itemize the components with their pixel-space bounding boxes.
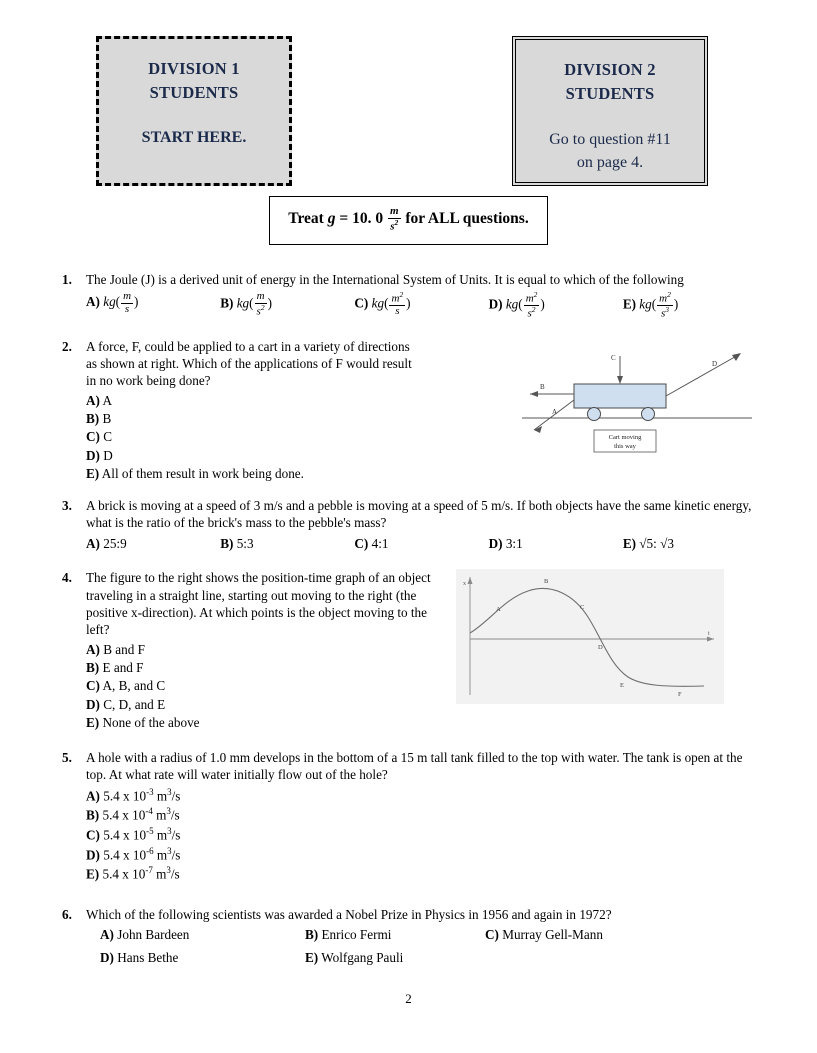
choice-e[interactable]: E) √5: √3 bbox=[622, 535, 674, 551]
question-5-number: 5. bbox=[62, 749, 72, 765]
question-2-stem-line3: in no work being done? bbox=[86, 373, 211, 389]
svg-text:D: D bbox=[712, 359, 718, 368]
choice-c[interactable]: C) Murray Gell-Mann bbox=[485, 927, 603, 943]
gravity-unit-fraction bbox=[388, 206, 401, 233]
choice-c[interactable]: C) C bbox=[86, 429, 113, 445]
question-2-number: 2. bbox=[62, 338, 72, 354]
division-1-title bbox=[99, 57, 289, 105]
division-2-instruction bbox=[516, 128, 704, 174]
cart-diagram-svg bbox=[512, 338, 757, 458]
question-4 bbox=[60, 569, 757, 732]
division-1-title-line1: DIVISION 1 bbox=[148, 59, 240, 78]
question-2-choices bbox=[86, 392, 502, 483]
division-1-box bbox=[96, 36, 292, 186]
svg-text:C: C bbox=[580, 604, 585, 612]
question-1-number: 1. bbox=[62, 271, 72, 287]
gravity-unit-numerator: m bbox=[389, 205, 399, 217]
page-number: 2 bbox=[405, 991, 412, 1006]
question-3-stem: A brick is moving at a speed of 3 m/s and a pebble is moving at a speed of 5 m/s. If both objects have the same kinetic energy, what is the ratio of the brick's mass to the pebble's mass? bbox=[86, 497, 752, 531]
division-1-instruction: START HERE. bbox=[141, 128, 247, 146]
choice-d[interactable]: D) C, D, and E bbox=[86, 696, 166, 712]
gravity-note-prefix: Treat bbox=[288, 209, 324, 227]
gravity-symbol: g bbox=[327, 209, 336, 227]
svg-text:F: F bbox=[678, 691, 682, 699]
choice-d[interactable]: D) 3:1 bbox=[488, 535, 523, 551]
question-6-stem: Which of the following scientists was awarded a Nobel Prize in Physics in 1956 and again in 1972? bbox=[86, 906, 612, 922]
svg-text:this way: this way bbox=[614, 442, 636, 450]
question-4-figure bbox=[456, 569, 724, 732]
question-1 bbox=[60, 271, 757, 321]
division-2-box bbox=[512, 36, 708, 186]
question-3-number: 3. bbox=[62, 497, 72, 513]
question-2-stem bbox=[86, 338, 502, 390]
question-3-choices bbox=[86, 535, 757, 552]
choice-b[interactable]: B) B bbox=[86, 411, 112, 427]
question-3 bbox=[60, 497, 757, 552]
division-2-title-line1: DIVISION 2 bbox=[564, 60, 656, 79]
choice-a[interactable]: A) John Bardeen bbox=[100, 927, 190, 943]
question-5 bbox=[60, 749, 757, 884]
position-time-graph bbox=[456, 569, 724, 704]
choice-e[interactable]: E) None of the above bbox=[86, 714, 200, 730]
choice-b[interactable]: B) 5:3 bbox=[220, 535, 254, 551]
choice-c[interactable]: C) 5.4 x $10^{-5}$ $m^3/s$ bbox=[86, 826, 181, 843]
choice-c[interactable]: C) 4:1 bbox=[354, 535, 389, 551]
question-6-choices-row-1 bbox=[86, 926, 757, 943]
choice-e[interactable]: E) All of them result in work being done. bbox=[86, 465, 304, 481]
choice-a[interactable]: A) A bbox=[86, 392, 113, 408]
question-4-number: 4. bbox=[62, 570, 72, 586]
question-5-choices bbox=[86, 786, 757, 884]
svg-text:E: E bbox=[620, 682, 624, 690]
svg-text:C: C bbox=[611, 353, 616, 362]
choice-a[interactable]: A) B and F bbox=[86, 641, 145, 657]
choice-b[interactable]: B) Enrico Fermi bbox=[305, 927, 392, 943]
svg-text:x: x bbox=[463, 581, 466, 588]
question-2-stem-line2: as shown at right. Which of the applications of F would result bbox=[86, 356, 412, 371]
choice-e[interactable]: E) Wolfgang Pauli bbox=[305, 949, 404, 965]
gravity-unit-denominator: $s^2$ bbox=[390, 217, 399, 233]
choice-d[interactable]: D) kg( $\frac{m^2}{s^2}$ ) bbox=[488, 290, 545, 321]
choice-b[interactable]: B) kg( $\frac{m}{s^2}$ ) bbox=[220, 290, 272, 318]
division-2-title-line2: STUDENTS bbox=[565, 83, 655, 103]
division-1-title-line2: STUDENTS bbox=[149, 82, 239, 102]
division-2-instruction-line1: Go to question #11 bbox=[549, 130, 671, 148]
division-2-instruction-line2: on page 4. bbox=[576, 154, 644, 172]
gravity-note-box bbox=[269, 196, 547, 245]
svg-text:A: A bbox=[552, 407, 558, 416]
choice-a[interactable]: A) kg( $\frac{m}{s}$ ) bbox=[86, 290, 139, 315]
choice-c[interactable]: C) A, B, and C bbox=[86, 678, 166, 694]
svg-text:Cart moving: Cart moving bbox=[608, 433, 642, 441]
choice-d[interactable]: D) D bbox=[86, 447, 113, 463]
choice-d[interactable]: D) Hans Bethe bbox=[100, 949, 179, 965]
question-2-figure bbox=[512, 338, 757, 483]
question-6-choices-row-2 bbox=[86, 949, 757, 966]
cart-diagram bbox=[512, 338, 757, 458]
svg-text:B: B bbox=[540, 382, 545, 391]
division-header-row bbox=[60, 28, 757, 188]
choice-b[interactable]: B) 5.4 x $10^{-4}$ $m^3/s$ bbox=[86, 806, 180, 823]
question-1-stem: The Joule (J) is a derived unit of energy in the International System of Units. It is equal to which of the following bbox=[86, 271, 684, 287]
choice-e[interactable]: E) kg( $\frac{m^2}{s^3}$ ) bbox=[622, 290, 679, 321]
question-5-stem: A hole with a radius of 1.0 mm develops in the bottom of a 15 m tall tank filled to the top with water. The tank is open at the top. At what rate will water initially flow out of the hole? bbox=[86, 749, 743, 783]
svg-text:B: B bbox=[544, 578, 549, 586]
choice-d[interactable]: D) 5.4 x $10^{-6}$ $m^3/s$ bbox=[86, 845, 181, 863]
choice-a[interactable]: A) 25:9 bbox=[86, 535, 127, 551]
svg-text:t: t bbox=[708, 631, 710, 638]
gravity-value: = 10. 0 bbox=[339, 209, 384, 227]
question-4-stem: The figure to the right shows the position-time graph of an object traveling in a straight line, starting out moving to the right (the positive x-direction). At which points is the object moving to the left? bbox=[86, 570, 431, 638]
choice-a[interactable]: A) 5.4 x $10^{-3}$ $m^3/s$ bbox=[86, 786, 181, 804]
question-6 bbox=[60, 906, 757, 966]
question-6-number: 6. bbox=[62, 906, 72, 922]
gravity-note-suffix: for ALL questions. bbox=[405, 209, 529, 227]
gravity-note-wrapper bbox=[60, 196, 757, 245]
choice-e[interactable]: E) 5.4 x $10^{-7}$ $m^3/s$ bbox=[86, 865, 180, 882]
question-4-choices bbox=[86, 641, 446, 732]
question-1-choices bbox=[86, 291, 757, 320]
choice-c[interactable]: C) kg( $\frac{m^2}{s}$ ) bbox=[354, 290, 411, 318]
question-2-stem-line1: A force, F, could be applied to a cart in a variety of directions bbox=[86, 338, 410, 354]
choice-b[interactable]: B) E and F bbox=[86, 660, 144, 676]
svg-text:D: D bbox=[598, 644, 603, 652]
question-list bbox=[60, 271, 757, 966]
division-2-title bbox=[516, 58, 704, 106]
position-time-graph-svg bbox=[456, 569, 724, 704]
question-2 bbox=[60, 338, 757, 483]
svg-text:A: A bbox=[496, 606, 501, 614]
